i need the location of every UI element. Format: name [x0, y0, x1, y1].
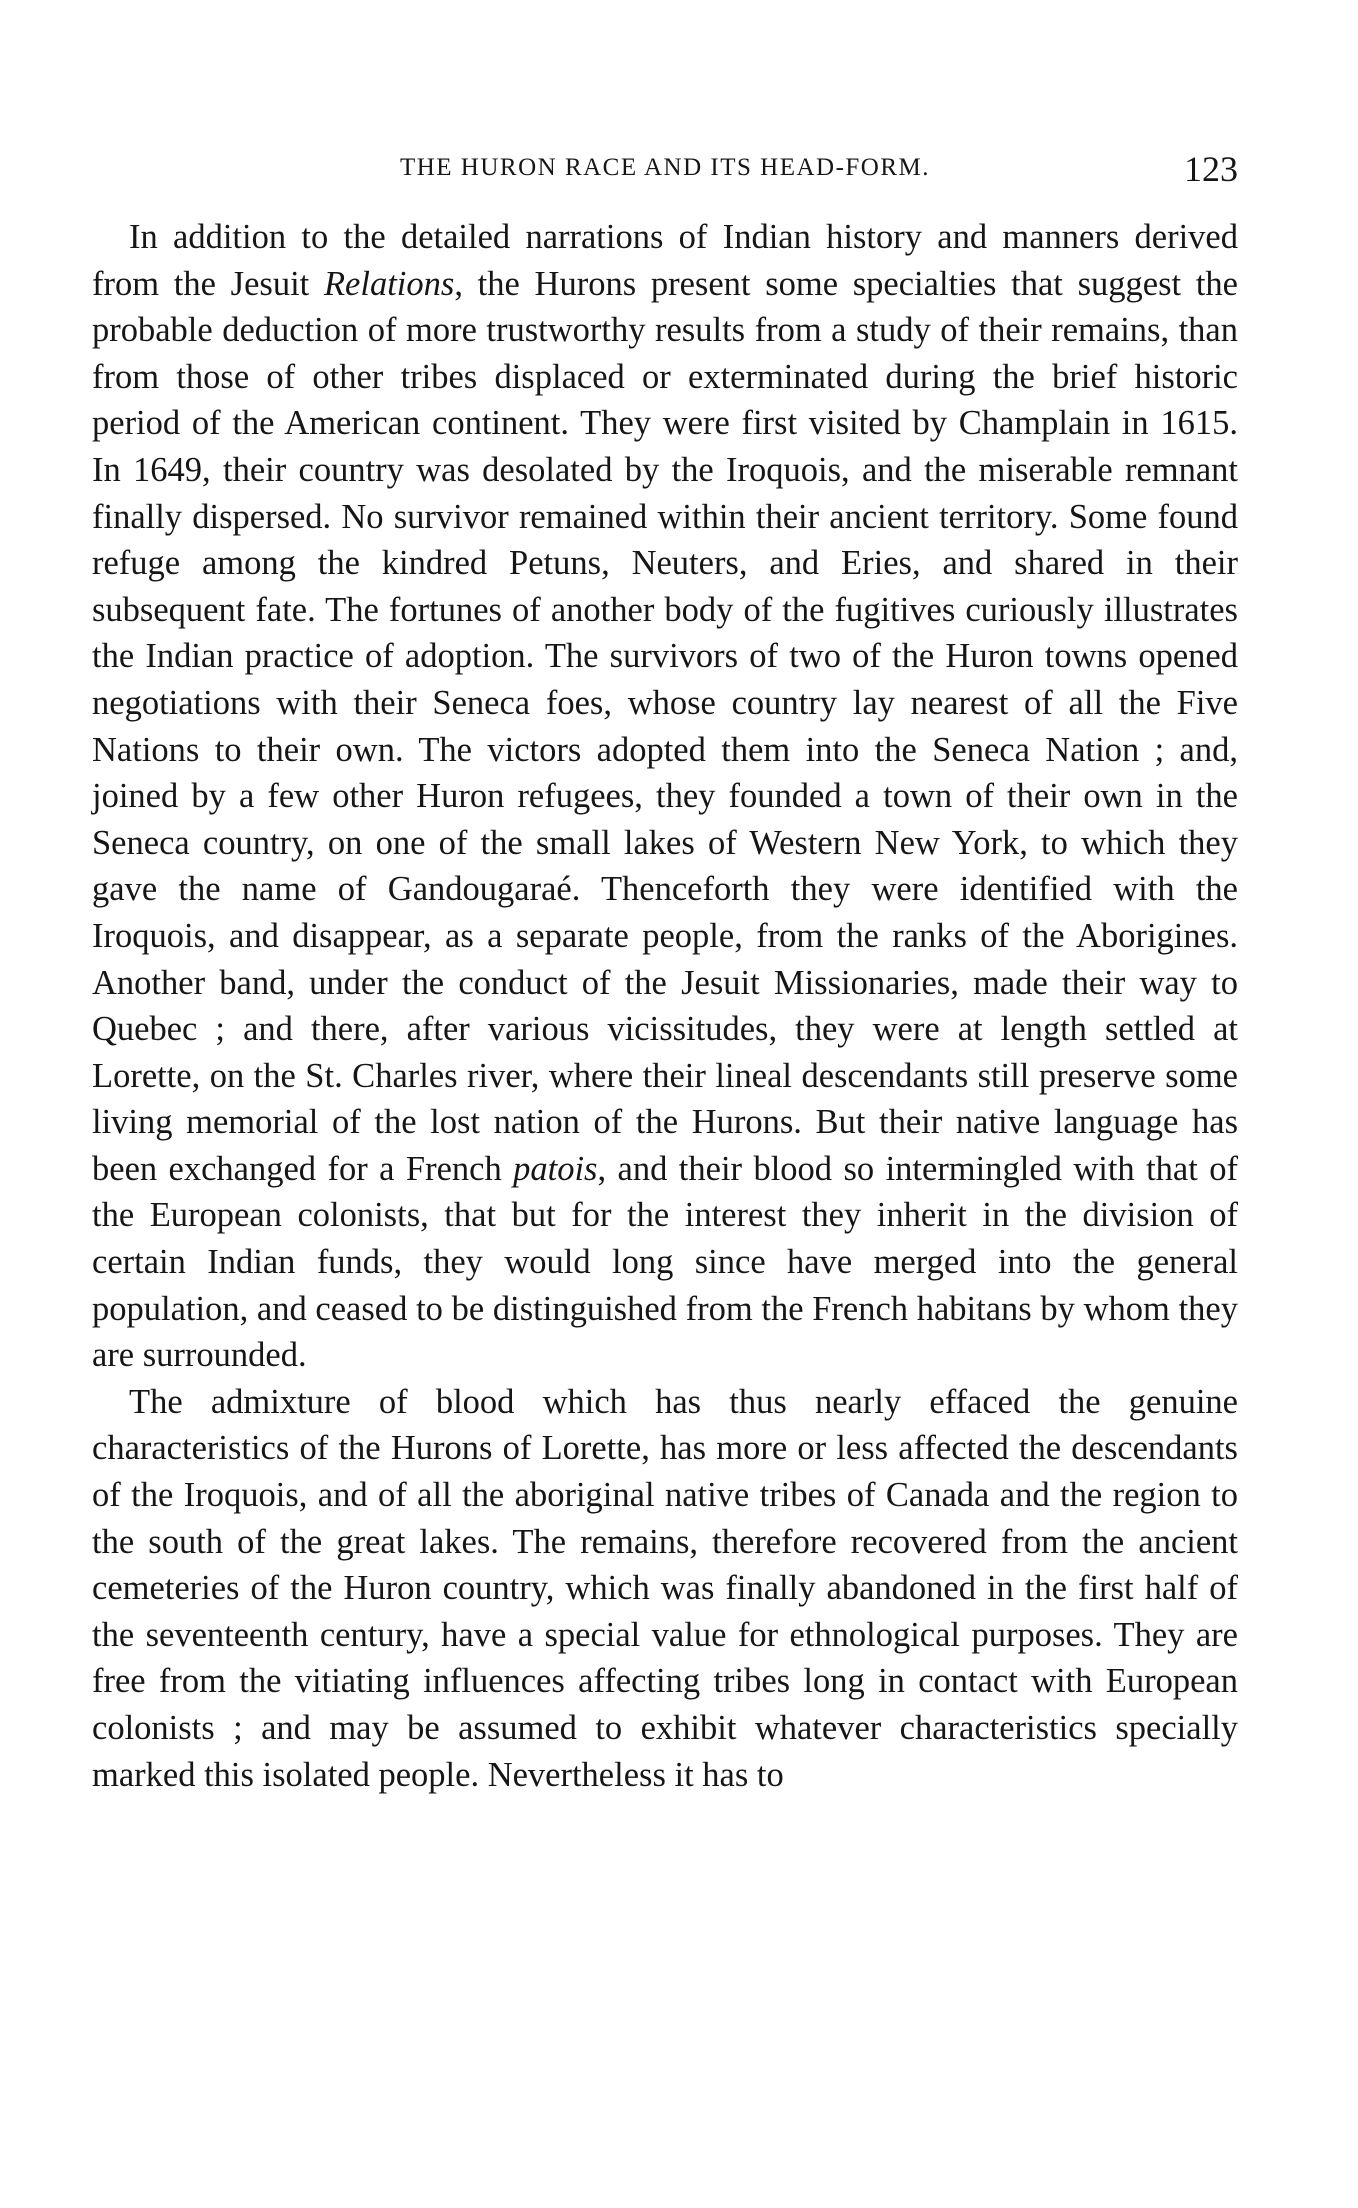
text-segment: In addition to the detailed narrations of Indian history and manners derived from the Jesuit: [92, 218, 1238, 303]
paragraph: [92, 1379, 1238, 1798]
italic-term-patois: patois: [513, 1149, 598, 1188]
page-number: 123: [1184, 149, 1238, 189]
running-title: THE HURON RACE AND ITS HEAD-FORM.: [399, 154, 931, 181]
text-segment: , and their blood so intermingled with that of the European colonists, that but for the interest they inherit in the division of certain Indian funds, they would long since have merged into the general population, and ceased to be distinguished from the French habitans by whom they are surrounded.: [92, 1149, 1238, 1375]
text-segment: , the Hurons present some specialties that suggest the probable deduction of more trustworthy results from a study of their remains, than from those of other tribes displaced or exterminated during the brief historic period of the American continent. They were first visited by Champlain in 1615. In 1649, their country was desolated by the Iroquois, and the miserable remnant finally dispersed. No survivor remained within their ancient territory. Some found refuge among the kindred Petuns, Neuters, and Eries, and shared in their subsequent fate. The fortunes of another body of the fugitives curiously illustrates the Indian practice of adoption. The survivors of two of the Huron towns opened negotiations with their Seneca foes, whose country lay nearest of all the Five Nations to their own. The victors adopted them into the Seneca Nation ; and, joined by a few other Huron refugees, they founded a town of their own in the Seneca country, on one of the small lakes of Western New York, to which they gave the name of Gandougaraé. Thenceforth they were identified with the Iroquois, and disappear, as a separate people, from the ranks of the Aborigines. Another band, under the conduct of the Jesuit Missionaries, made their way to Quebec ; and there, after various vicissitudes, they were at length settled at Lorette, on the St. Charles river, where their lineal descendants still preserve some living memorial of the lost nation of the Hurons. But their native language has been exchanged for a French: [92, 264, 1238, 1188]
running-head: [92, 148, 1238, 198]
body-text: [92, 214, 1238, 1798]
text-segment: The admixture of blood which has thus nearly effaced the genuine characteristics of the Hurons of Lorette, has more or less affected the descendants of the Iroquois, and of all the aboriginal native tribes of Canada and the region to the south of the great lakes. The remains, therefore recovered from the ancient cemeteries of the Huron country, which was finally abandoned in the first half of the seventeenth century, have a special value for ethnological purposes. They are free from the vitiating influences affecting tribes long in contact with European colonists ; and may be assumed to exhibit whatever characteristics specially marked this isolated people. Nevertheless it has to: [92, 1382, 1238, 1794]
italic-term-relations: Relations: [323, 264, 455, 303]
paragraph: [92, 214, 1238, 1379]
